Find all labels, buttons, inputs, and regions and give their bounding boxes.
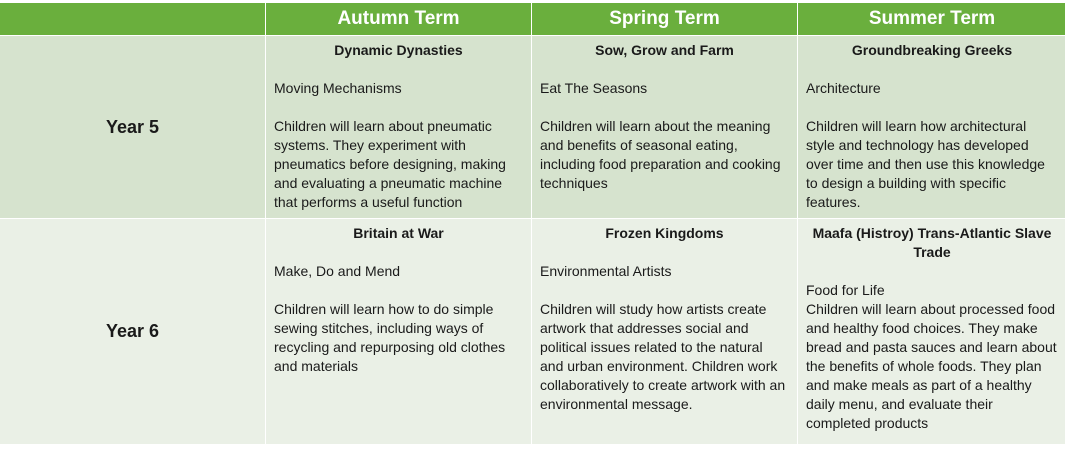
cell-description: Children will learn about processed food and healthy food choices. They make bread and pasta sauces and learn about the benefits of whole foods. They plan and make meals as part of a healthy daily menu, and evaluate their completed products — [806, 301, 1057, 431]
year-6-label: Year 6 — [0, 219, 265, 444]
cell-subject: Environmental Artists — [540, 263, 672, 279]
year-5-label: Year 5 — [0, 36, 265, 218]
cell-description: Children will learn how to do simple sewing stitches, including ways of recycling and repurposing old clothes and materials — [274, 301, 506, 374]
cell-description: Children will learn about the meaning and benefits of seasonal eating, including food preparation and cooking techniques — [540, 118, 781, 191]
cell-subject: Architecture — [806, 80, 881, 96]
header-autumn-term: Autumn Term — [266, 3, 531, 35]
header-spring-term: Spring Term — [532, 3, 797, 35]
year-5-spring-cell — [532, 36, 797, 218]
year-5-summer-cell — [798, 36, 1065, 218]
header-corner-cell — [0, 3, 265, 35]
year-6-spring-cell — [532, 219, 797, 444]
cell-topic: Dynamic Dynasties — [334, 42, 463, 58]
cell-topic: Britain at War — [353, 225, 444, 241]
year-6-summer-cell — [798, 219, 1065, 444]
cell-subject: Food for Life — [806, 282, 885, 298]
year-6-autumn-cell — [266, 219, 531, 444]
cell-topic: Sow, Grow and Farm — [595, 42, 734, 58]
cell-subject: Moving Mechanisms — [274, 80, 402, 96]
cell-topic: Groundbreaking Greeks — [851, 42, 1013, 58]
cell-description: Children will learn how architectural style and technology has developed over time and then use this knowledge to design a building with specific features. — [806, 118, 1045, 210]
cell-subject: Make, Do and Mend — [274, 263, 401, 279]
cell-description: Children will learn about pneumatic systems. They experiment with pneumatics before designing, making and evaluating a pneumatic machine that performs a useful function — [274, 118, 506, 210]
curriculum-table — [0, 3, 1063, 444]
header-summer-term: Summer Term — [798, 3, 1065, 35]
cell-subject: Eat The Seasons — [540, 80, 648, 96]
cell-description: Children will study how artists create artwork that addresses social and political issues related to the natural and urban environment. Children work collaboratively to create artwork with an environmental message. — [540, 301, 786, 412]
cell-topic: Frozen Kingdoms — [605, 225, 724, 241]
cell-topic: Maafa (Histroy) Trans-Atlantic Slave Trade — [812, 225, 1052, 260]
year-5-autumn-cell — [266, 36, 531, 218]
